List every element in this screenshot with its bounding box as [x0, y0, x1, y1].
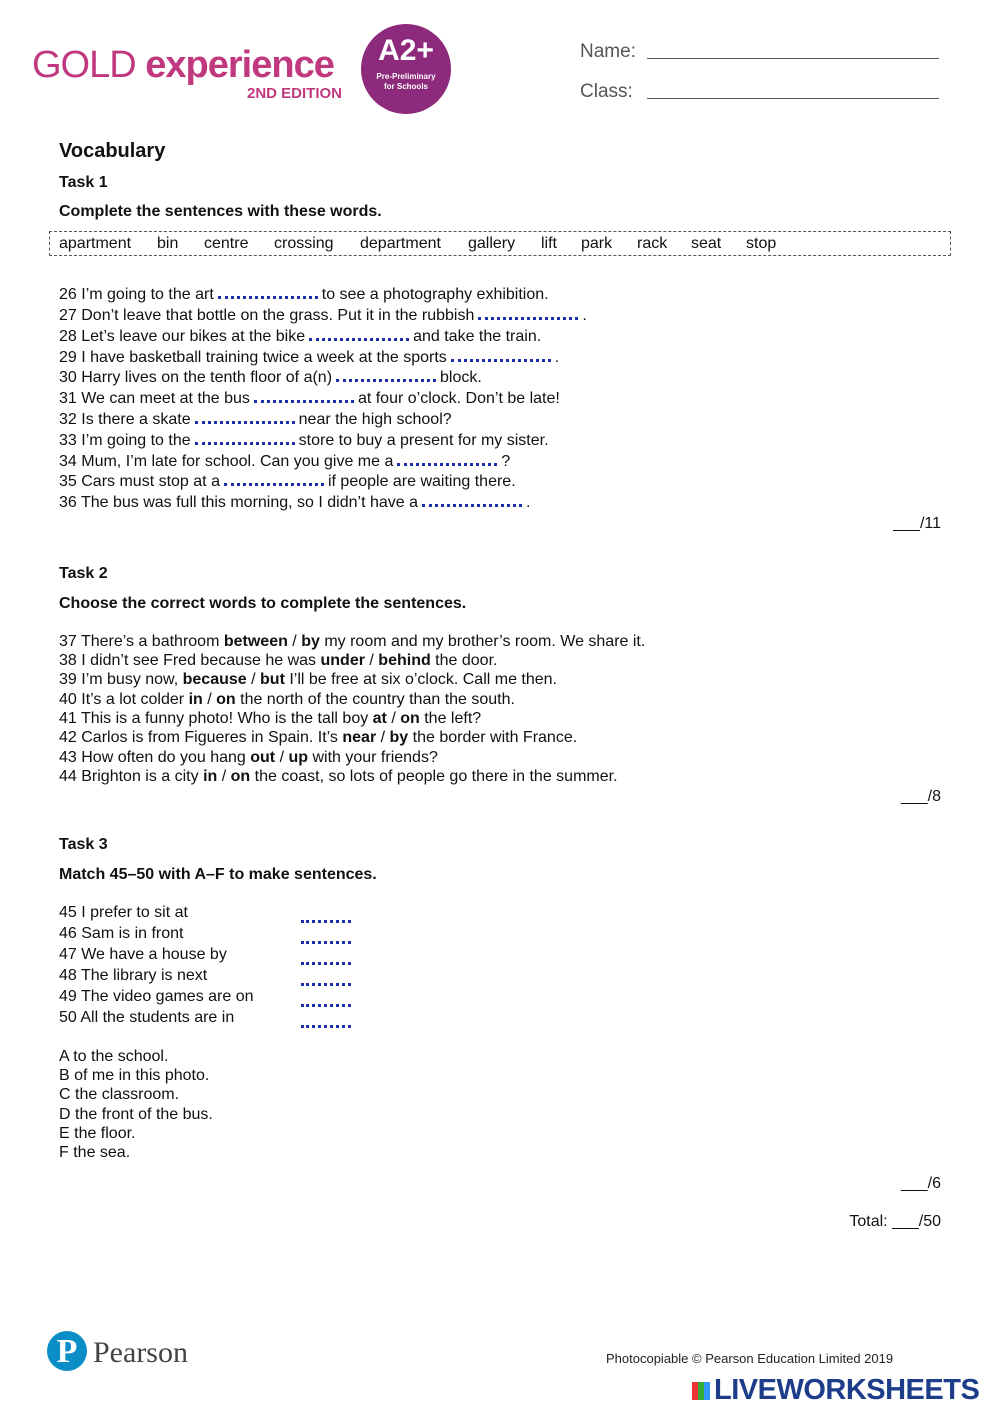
- level-sub1: Pre-Preliminary: [376, 72, 436, 81]
- sentence-text: the coast, so lots of people go there in the summer.: [250, 768, 618, 785]
- answer-blank[interactable]: [397, 453, 497, 466]
- sentence-text: to see a photography exhibition.: [321, 286, 549, 303]
- sentence-text: near the high school?: [298, 411, 452, 428]
- task2-sentence-40: [59, 690, 515, 710]
- task1-sentence-35: [59, 472, 516, 492]
- option-a[interactable]: at: [372, 710, 387, 727]
- task1-sentence-30: [59, 368, 482, 388]
- task2-score: ___/8: [900, 788, 941, 805]
- option-separator: /: [287, 633, 302, 650]
- sentence-text: 42 Carlos is from Figueres in Spain. It’s: [59, 729, 343, 746]
- level-badge: [361, 24, 451, 114]
- word-box: [49, 231, 951, 256]
- word-item: department: [360, 235, 441, 252]
- sentence-text: 32 Is there a skate: [59, 411, 191, 428]
- task3-item-46: 46 Sam is in front: [59, 925, 184, 942]
- word-item: seat: [691, 235, 722, 252]
- match-blank-50[interactable]: [301, 1015, 351, 1028]
- task3-score: ___/6: [900, 1175, 941, 1192]
- sentence-text: 38 I didn’t see Fred because he was: [59, 652, 321, 669]
- word-item: apartment: [59, 235, 132, 252]
- word-item: bin: [157, 235, 179, 252]
- word-item: crossing: [274, 235, 334, 252]
- task1-sentence-29: [59, 348, 559, 368]
- word-item: lift: [541, 235, 557, 252]
- task2-instruction: Choose the correct words to complete the sentences.: [59, 595, 467, 612]
- answer-blank[interactable]: [195, 432, 295, 445]
- task3-label: Task 3: [59, 836, 108, 853]
- sentence-text: 33 I’m going to the: [59, 432, 191, 449]
- ending-c: C the classroom.: [59, 1086, 180, 1103]
- sentence-text: 26 I’m going to the art: [59, 286, 214, 303]
- level-sub2: for Schools: [383, 82, 428, 91]
- option-separator: /: [386, 710, 401, 727]
- sentence-text: the left?: [419, 710, 482, 727]
- option-separator: /: [202, 691, 217, 708]
- match-blank-48[interactable]: [301, 973, 351, 986]
- task3-item-48: 48 The library is next: [59, 967, 208, 984]
- answer-blank[interactable]: [478, 307, 578, 320]
- task1-sentence-26: [59, 285, 549, 305]
- task1-sentence-36: [59, 493, 530, 513]
- sentence-text: 41 This is a funny photo! Who is the tall boy: [59, 710, 373, 727]
- option-a[interactable]: between: [223, 633, 288, 650]
- liveworksheets-logo[interactable]: [692, 1374, 979, 1407]
- answer-blank[interactable]: [224, 473, 324, 486]
- sentence-text: ?: [501, 453, 511, 470]
- total-score: Total: ___/50: [849, 1213, 941, 1230]
- ending-b: B of me in this photo.: [59, 1067, 210, 1084]
- option-a[interactable]: in: [188, 691, 203, 708]
- answer-blank[interactable]: [451, 349, 551, 362]
- option-b[interactable]: on: [400, 710, 420, 727]
- sentence-text: 29 I have basketball training twice a week at the sports: [59, 349, 447, 366]
- sentence-text: block.: [440, 369, 482, 386]
- option-a[interactable]: because: [182, 671, 247, 688]
- option-separator: /: [275, 749, 289, 766]
- answer-blank[interactable]: [422, 494, 522, 507]
- sentence-text: 37 There’s a bathroom: [59, 633, 224, 650]
- task1-sentence-34: [59, 452, 510, 472]
- option-separator: /: [246, 671, 261, 688]
- level-text: A2+: [378, 34, 434, 67]
- brand-logo: [32, 44, 334, 87]
- sentence-text: and take the train.: [413, 328, 542, 345]
- task1-label: Task 1: [59, 174, 108, 191]
- task1-sentence-28: [59, 327, 541, 347]
- match-blank-45[interactable]: [301, 910, 351, 923]
- task2-sentence-42: [59, 728, 577, 748]
- answer-blank[interactable]: [195, 411, 295, 424]
- sentence-text: my room and my brother’s room. We share it.: [319, 633, 646, 650]
- name-field[interactable]: [647, 58, 939, 59]
- task1-score: ___/11: [893, 515, 941, 532]
- name-label: Name:: [580, 41, 636, 62]
- option-b[interactable]: but: [260, 671, 285, 688]
- sentence-text: 31 We can meet at the bus: [59, 390, 250, 407]
- option-b[interactable]: by: [301, 633, 320, 650]
- task3-item-49: 49 The video games are on: [59, 988, 254, 1005]
- task1-sentence-33: [59, 431, 549, 451]
- edition-label: 2ND EDITION: [247, 85, 343, 102]
- page-title: Vocabulary: [59, 140, 166, 162]
- task2-sentence-44: [59, 767, 618, 787]
- sentence-text: 44 Brighton is a city: [59, 768, 204, 785]
- ending-e: E the floor.: [59, 1125, 136, 1142]
- task2-label: Task 2: [59, 565, 108, 582]
- brand-gold: GOLD: [32, 44, 136, 86]
- liveworksheets-icon: [692, 1382, 710, 1400]
- sentence-text: at four o’clock. Don’t be late!: [357, 390, 560, 407]
- option-b[interactable]: on: [230, 768, 251, 785]
- option-a[interactable]: out: [250, 749, 276, 766]
- task1-sentence-32: [59, 410, 452, 430]
- task3-instruction: Match 45–50 with A–F to make sentences.: [59, 866, 377, 883]
- brand-experience: experience: [145, 44, 334, 86]
- sentence-text: .: [582, 307, 587, 324]
- answer-blank[interactable]: [254, 390, 354, 403]
- sentence-text: 27 Don’t leave that bottle on the grass. Put it in the rubbish: [59, 307, 475, 324]
- liveworksheets-text: LIVEWORKSHEETS: [714, 1374, 980, 1406]
- class-label: Class:: [580, 81, 633, 102]
- answer-blank[interactable]: [336, 369, 436, 382]
- task3-item-50: 50 All the students are in: [59, 1009, 235, 1026]
- word-item: centre: [204, 235, 249, 252]
- pearson-logo-icon: P: [47, 1331, 87, 1371]
- task2-sentence-37: [59, 632, 645, 652]
- sentence-text: with your friends?: [308, 749, 438, 766]
- answer-blank[interactable]: [218, 286, 318, 299]
- option-a[interactable]: in: [203, 768, 218, 785]
- task2-sentence-41: [59, 709, 481, 729]
- task1-sentence-31: [59, 389, 560, 409]
- match-blank-49[interactable]: [301, 994, 351, 1007]
- sentence-text: the north of the country than the south.: [235, 691, 515, 708]
- ending-f: F the sea.: [59, 1144, 131, 1161]
- sentence-text: 35 Cars must stop at a: [59, 473, 220, 490]
- sentence-text: the border with France.: [408, 729, 578, 746]
- task1-sentence-27: [59, 306, 587, 326]
- sentence-text: the door.: [430, 652, 498, 669]
- sentence-text: 28 Let’s leave our bikes at the bike: [59, 328, 306, 345]
- sentence-text: 34 Mum, I’m late for school. Can you give me a: [59, 453, 394, 470]
- sentence-text: .: [554, 349, 560, 366]
- class-field[interactable]: [647, 98, 939, 99]
- match-blank-47[interactable]: [301, 952, 351, 965]
- option-b[interactable]: on: [216, 691, 236, 708]
- option-separator: /: [217, 768, 231, 785]
- answer-blank[interactable]: [309, 328, 409, 341]
- task3-item-45: 45 I prefer to sit at: [59, 904, 188, 921]
- sentence-text: store to buy a present for my sister.: [298, 432, 549, 449]
- pearson-logo-text: Pearson: [93, 1336, 188, 1369]
- option-b[interactable]: by: [389, 729, 409, 746]
- option-separator: /: [364, 652, 379, 669]
- option-b[interactable]: behind: [378, 652, 431, 669]
- sentence-text: 43 How often do you hang: [59, 749, 251, 766]
- sentence-text: .: [526, 494, 531, 511]
- option-a[interactable]: under: [320, 652, 365, 669]
- option-separator: /: [376, 729, 390, 746]
- ending-a: A to the school.: [59, 1048, 169, 1065]
- sentence-text: 39 I’m busy now,: [59, 671, 183, 688]
- sentence-text: I’ll be free at six o’clock. Call me then.: [284, 671, 557, 688]
- option-a[interactable]: near: [342, 729, 377, 746]
- task3-item-47: 47 We have a house by: [59, 946, 227, 963]
- match-blank-46[interactable]: [301, 931, 351, 944]
- word-item: gallery: [468, 235, 516, 252]
- word-item: rack: [637, 235, 668, 252]
- sentence-text: if people are waiting there.: [327, 473, 516, 490]
- sentence-text: 40 It’s a lot colder: [59, 691, 189, 708]
- task2-sentence-43: [59, 748, 438, 768]
- option-b[interactable]: up: [288, 749, 309, 766]
- sentence-text: 30 Harry lives on the tenth floor of a(n): [59, 369, 333, 386]
- word-item: park: [581, 235, 613, 252]
- copyright-notice: Photocopiable © Pearson Education Limited 2019: [606, 1351, 894, 1366]
- word-item: stop: [746, 235, 777, 252]
- sentence-text: 36 The bus was full this morning, so I didn’t have a: [59, 494, 419, 511]
- task2-sentence-39: [59, 670, 557, 690]
- task2-sentence-38: [59, 651, 497, 671]
- ending-d: D the front of the bus.: [59, 1106, 213, 1123]
- task1-instruction: Complete the sentences with these words.: [59, 203, 382, 220]
